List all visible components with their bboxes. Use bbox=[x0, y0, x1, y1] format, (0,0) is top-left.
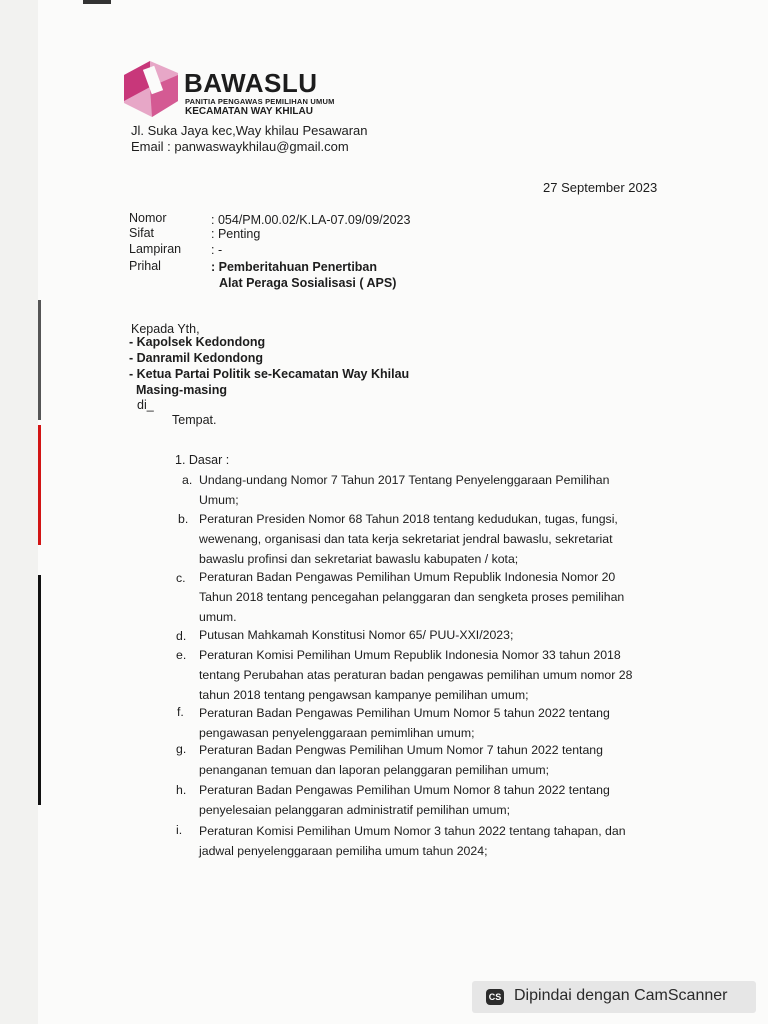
office-address: Jl. Suka Jaya kec,Way khilau Pesawaran bbox=[131, 123, 368, 138]
dasar-item bbox=[199, 625, 647, 645]
dasar-line: pengawasan penyelenggaraan pemimlihan umum; bbox=[199, 726, 475, 740]
dasar-marker: g. bbox=[176, 742, 187, 756]
dasar-item bbox=[199, 780, 647, 820]
dasar-line: umum. bbox=[199, 610, 237, 624]
dasar-line: Peraturan Badan Pengawas Pemilihan Umum Nomor 5 tahun 2022 tentang bbox=[199, 706, 610, 720]
scan-edge-shadow bbox=[38, 300, 41, 420]
dasar-marker: a. bbox=[182, 473, 193, 487]
dasar-line: wewenang, organisasi dan tata kerja sekretariat jendral bawaslu, sekretariat bbox=[199, 532, 613, 546]
dasar-item bbox=[199, 703, 647, 743]
dasar-line: Tahun 2018 tentang pencegahan pelanggaran dan sengketa proses pemilihan bbox=[199, 590, 625, 604]
scan-top-mark bbox=[83, 0, 111, 4]
recipient-item: - Kapolsek Kedondong bbox=[129, 335, 266, 349]
dasar-marker: e. bbox=[176, 648, 187, 662]
dasar-item bbox=[199, 740, 647, 780]
brand-subtitle-district: KECAMATAN WAY KHILAU bbox=[185, 106, 313, 117]
dasar-line: Peraturan Komisi Pemilihan Umum Republik Indonesia Nomor 33 tahun 2018 bbox=[199, 648, 621, 662]
dasar-line: Peraturan Komisi Pemilihan Umum Nomor 3 tahun 2022 tentang tahapan, dan bbox=[199, 824, 626, 838]
dasar-line: penanganan temuan dan laporan pelanggaran pemilihan umum; bbox=[199, 763, 550, 777]
field-value-sifat: : Penting bbox=[211, 227, 261, 241]
dasar-marker: i. bbox=[176, 823, 183, 837]
field-value-prihal: : Pemberitahuan Penertiban bbox=[211, 260, 378, 274]
dasar-line: Peraturan Badan Pengawas Pemilihan Umum Republik Indonesia Nomor 20 bbox=[199, 570, 616, 584]
dasar-line: tahun 2018 tentang pengawsan kampanye pemilihan umum; bbox=[199, 688, 529, 702]
dasar-item bbox=[199, 509, 647, 569]
dasar-item bbox=[199, 645, 647, 705]
dasar-line: Umum; bbox=[199, 493, 239, 507]
field-label-prihal: Prihal bbox=[129, 259, 161, 273]
dasar-line: Peraturan Badan Pengwas Pemilihan Umum Nomor 7 tahun 2022 tentang bbox=[199, 743, 603, 757]
dasar-line: tentang Perubahan atas peraturan badan pengawas pemilihan umum nomor 28 bbox=[199, 668, 633, 682]
recipient-intro: Kepada Yth, bbox=[131, 322, 200, 336]
dasar-marker: f. bbox=[177, 705, 184, 719]
dasar-line: penyelesaian pelanggaran administratif pemilihan umum; bbox=[199, 803, 511, 817]
letter-date: 27 September 2023 bbox=[543, 180, 658, 195]
brand-subtitle: PANITIA PENGAWAS PEMILIHAN UMUM bbox=[185, 97, 335, 106]
scan-edge-dark bbox=[38, 575, 41, 805]
dasar-marker: b. bbox=[178, 512, 189, 526]
scan-edge-red bbox=[38, 425, 41, 545]
office-email: Email : panwaswaykhilau@gmail.com bbox=[131, 139, 349, 154]
brand-name: BAWASLU bbox=[184, 68, 318, 98]
recipient-tempat: Tempat. bbox=[172, 413, 217, 427]
dasar-marker: h. bbox=[176, 783, 187, 797]
recipient-item: - Ketua Partai Politik se-Kecamatan Way Khilau bbox=[129, 367, 410, 381]
dasar-heading: 1. Dasar : bbox=[175, 453, 230, 467]
dasar-line: Peraturan Presiden Nomor 68 Tahun 2018 tentang kedudukan, tugas, fungsi, bbox=[199, 512, 618, 526]
recipient-masing: Masing-masing bbox=[136, 383, 227, 397]
recipient-item: - Danramil Kedondong bbox=[129, 351, 264, 365]
field-label-nomor: Nomor bbox=[129, 211, 167, 225]
field-label-lampiran: Lampiran bbox=[129, 242, 182, 256]
field-value-prihal-line2: Alat Peraga Sosialisasi ( APS) bbox=[219, 276, 397, 290]
dasar-line: bawaslu profinsi dan sekretariat bawaslu kabupaten / kota; bbox=[199, 552, 519, 566]
dasar-marker: c. bbox=[176, 571, 186, 585]
camscanner-text: Dipindai dengan CamScanner bbox=[514, 987, 728, 1004]
recipient-di: di_ bbox=[137, 398, 154, 412]
field-value-nomor: : 054/PM.00.02/K.LA-07.09/09/2023 bbox=[211, 213, 411, 227]
dasar-item bbox=[199, 470, 647, 510]
dasar-item bbox=[199, 821, 647, 861]
camscanner-icon: CS bbox=[486, 989, 504, 1005]
dasar-line: Peraturan Badan Pengawas Pemilihan Umum Nomor 8 tahun 2022 tentang bbox=[199, 783, 610, 797]
dasar-line: Putusan Mahkamah Konstitusi Nomor 65/ PUU-XXI/2023; bbox=[199, 628, 514, 642]
dasar-item bbox=[199, 567, 647, 627]
bawaslu-logo-icon bbox=[120, 57, 182, 121]
dasar-line: Undang-undang Nomor 7 Tahun 2017 Tentang Penyelenggaraan Pemilihan bbox=[199, 473, 610, 487]
field-label-sifat: Sifat bbox=[129, 226, 155, 240]
field-value-lampiran: : - bbox=[211, 243, 223, 257]
dasar-marker: d. bbox=[176, 629, 187, 643]
dasar-line: jadwal penyelenggaraan pemiliha umum tahun 2024; bbox=[199, 844, 488, 858]
camscanner-watermark bbox=[472, 981, 756, 1013]
